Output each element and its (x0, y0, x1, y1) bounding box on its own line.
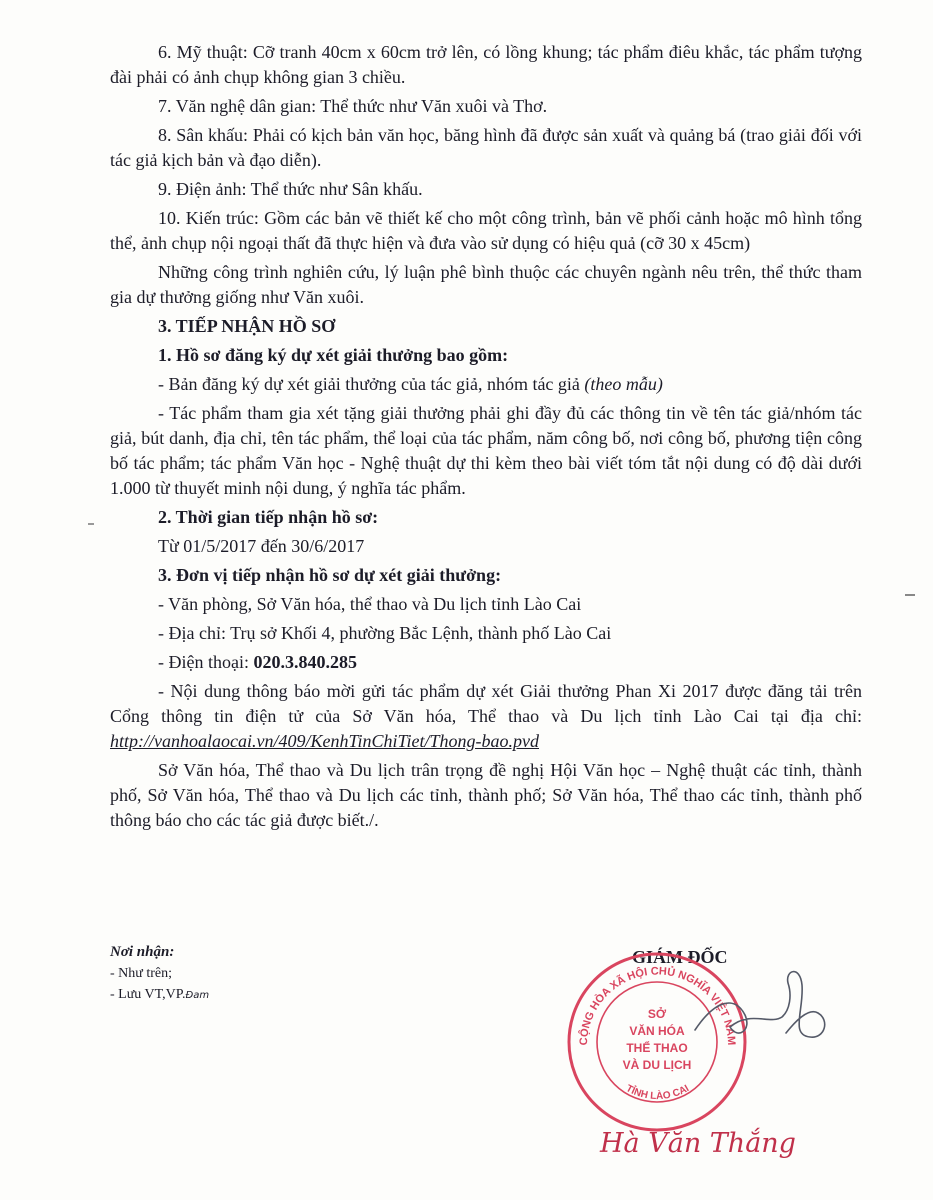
phone-label: - Điện thoại: (158, 652, 254, 672)
unit-address: - Địa chỉ: Trụ sở Khối 4, phường Bắc Lệnh, thành phố Lào Cai (158, 623, 612, 643)
recipients-block (110, 942, 209, 1006)
recipients-title: Nơi nhận: (110, 944, 175, 960)
section-heading-3: 3. TIẾP NHẬN HỒ SƠ (158, 316, 336, 336)
subheading-unit: 3. Đơn vị tiếp nhận hồ sơ dự xét giải thưởng: (158, 565, 502, 585)
notice-text: - Nội dung thông báo mời gửi tác phẩm dự xét Giải thưởng Phan Xi 2017 được đăng tải trên Cổng thông tin điện tử của Sở Văn hóa, Thể thao và Du lịch tỉnh Lào Cai tại địa chỉ: (110, 681, 862, 726)
recipient-archive: - Lưu VT,VP. (110, 987, 186, 1002)
item-cinema: 9. Điện ảnh: Thể thức như Sân khấu. (158, 179, 423, 199)
recipient-item (110, 984, 209, 1006)
seal-province-text: TỈNH LÀO CAI (623, 1083, 692, 1103)
dossier-item-1-text: - Bản đăng ký dự xét giải thưởng của tác giả, nhóm tác giả (158, 374, 585, 394)
item-architecture: 10. Kiến trúc: Gồm các bản vẽ thiết kế cho một công trình, bản vẽ phối cảnh hoặc mô hình tổng thể, ảnh chụp nội ngoại thất đã thực hiện và đưa vào sử dụng có hiệu quả (cỡ 30 x 45cm) (110, 208, 862, 253)
dossier-item-1 (110, 372, 862, 397)
phone-number: 020.3.840.285 (253, 652, 357, 672)
signer-name: Hà Văn Thắng (600, 1128, 796, 1159)
seal-line: SỞ (647, 1007, 667, 1021)
item-theatre: 8. Sân khấu: Phải có kịch bản văn học, băng hình đã được sản xuất và quảng bá (trao giải đối với tác giả kịch bản và đạo diễn). (110, 125, 862, 170)
seal-line: VĂN HÓA (629, 1024, 685, 1038)
notice-link[interactable]: http://vanhoalaocai.vn/409/KenhTinChiTiet/Thong-bao.pvd (110, 731, 539, 751)
signer-position: GIÁM ĐỐC (632, 947, 728, 967)
dossier-item-1-note: (theo mẫu) (584, 374, 663, 394)
unit-office: - Văn phòng, Sở Văn hóa, thể thao và Du lịch tỉnh Lào Cai (158, 594, 582, 614)
item-folk-arts: 7. Văn nghệ dân gian: Thể thức như Văn xuôi và Thơ. (158, 96, 548, 116)
document-body (110, 40, 862, 837)
item-fine-arts: 6. Mỹ thuật: Cỡ tranh 40cm x 60cm trở lên, có lồng khung; tác phẩm điêu khắc, tác phẩm tượng đài phải có ảnh chụp không gian 3 chiều. (110, 42, 862, 87)
recipient-item: - Như trên; (110, 966, 173, 981)
subheading-dossier: 1. Hồ sơ đăng ký dự xét giải thưởng bao gồm: (158, 345, 509, 365)
closing-paragraph: Sở Văn hóa, Thể thao và Du lịch trân trọng đề nghị Hội Văn học – Nghệ thuật các tỉnh, thành phố, Sở Văn hóa, Thể thao và Du lịch các tỉnh, thành phố; Sở Văn hóa, Thể thao các tỉnh, thành phố thông báo cho các tác giả được biết./. (110, 760, 862, 830)
unit-phone (158, 650, 862, 675)
scan-mark (905, 594, 915, 596)
scan-mark (88, 523, 94, 525)
clerk-initial: Đam (185, 990, 210, 1001)
research-note: Những công trình nghiên cứu, lý luận phê bình thuộc các chuyên ngành nêu trên, thể thức tham gia dự thưởng giống như Văn xuôi. (110, 262, 862, 307)
notice-paragraph (110, 679, 862, 754)
subheading-time: 2. Thời gian tiếp nhận hồ sơ: (158, 507, 379, 527)
seal-line: VÀ DU LỊCH (622, 1058, 692, 1072)
seal-ring-text: CỘNG HÒA XÃ HỘI CHỦ NGHĨA VIỆT NAM (577, 965, 738, 1046)
time-range: Từ 01/5/2017 đến 30/6/2017 (158, 536, 365, 556)
dossier-item-2: - Tác phẩm tham gia xét tặng giải thưởng phải ghi đầy đủ các thông tin về tên tác giả/nhóm tác giả, bút danh, địa chỉ, tên tác phẩm, thể loại của tác phẩm, năm công bố, nơi công bố, phương tiện công bố tác phẩm; tác phẩm Văn học - Nghệ thuật dự thi kèm theo bài viết tóm tắt nội dung có độ dài dưới 1.000 từ thuyết minh nội dung, ý nghĩa tác phẩm. (110, 403, 862, 498)
seal-line: THỂ THAO (626, 1041, 688, 1055)
handwritten-signature (690, 955, 840, 1065)
